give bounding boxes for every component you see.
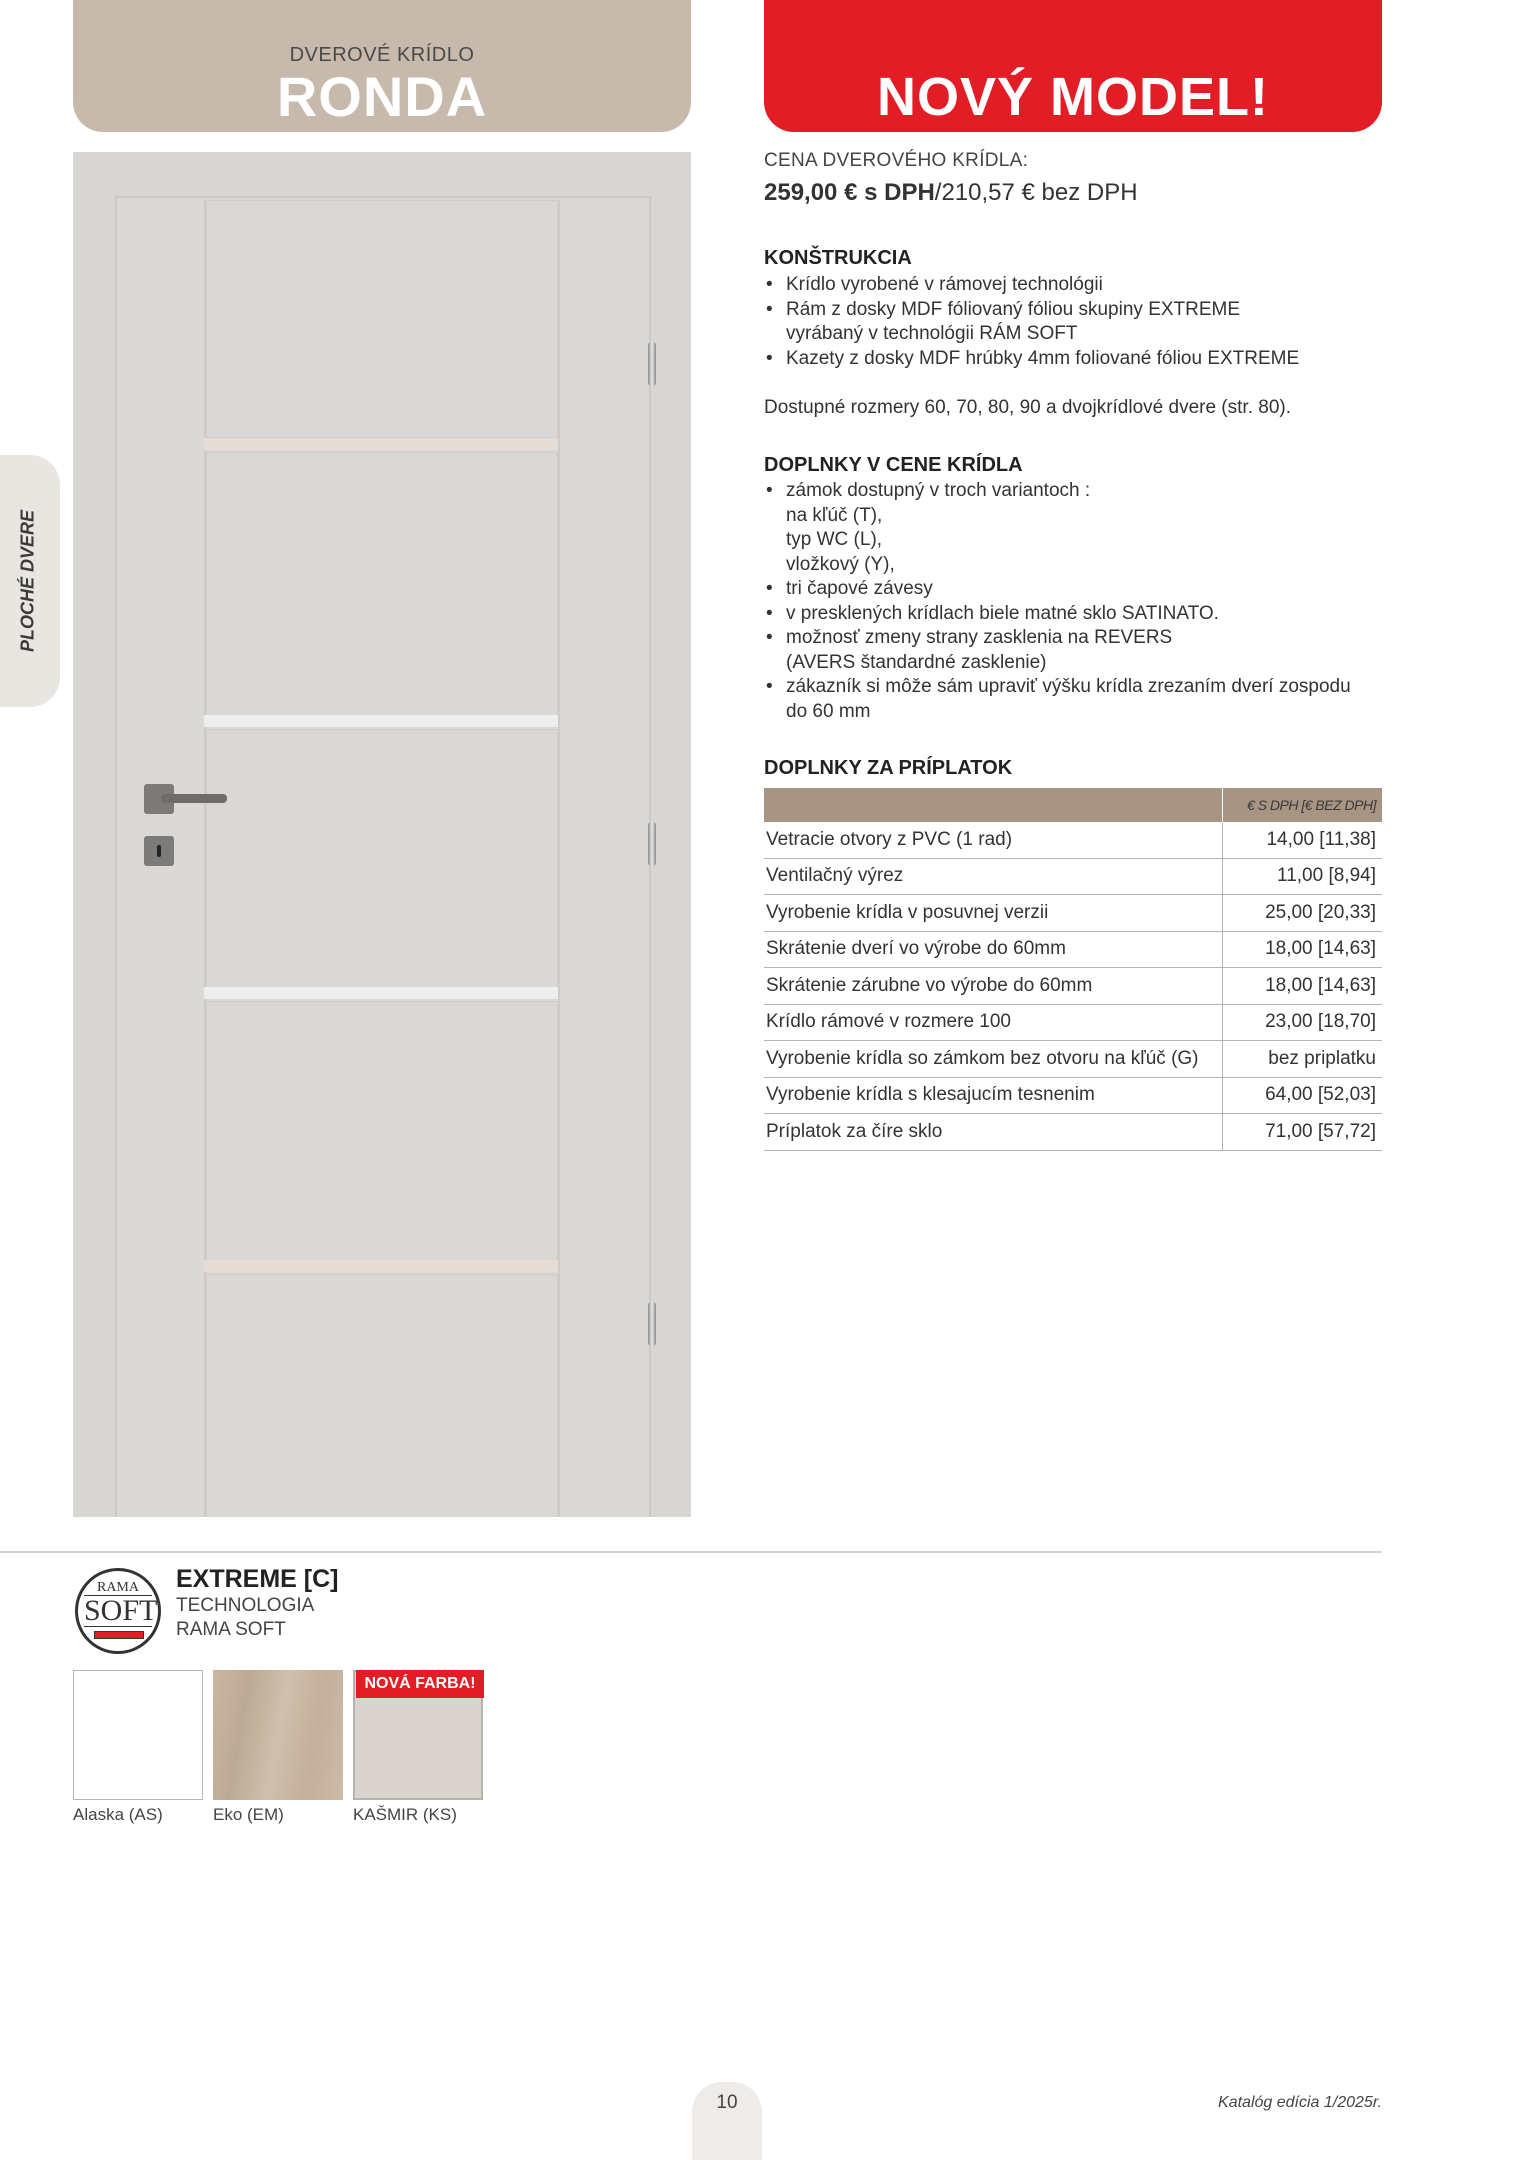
color-swatch-alaska[interactable]	[73, 1670, 203, 1800]
included-hinges: • tri čapové závesy	[764, 577, 1404, 602]
door-stripe-4	[204, 1260, 558, 1272]
door-groove-right	[558, 200, 560, 1517]
finish-sub-line-1: TECHNOLOGIA	[176, 1595, 315, 1616]
price-value	[764, 179, 1138, 207]
extra-name: Príplatok za číre sklo	[764, 1114, 1223, 1151]
color-label-alaska: Alaska (AS)	[73, 1805, 163, 1824]
model-title-tab	[73, 0, 691, 132]
door-stripe-3	[204, 987, 558, 999]
section-divider	[0, 1551, 1382, 1553]
construction-heading: KONŠTRUKCIA	[764, 247, 912, 269]
extra-name: Skrátenie dverí vo výrobe do 60mm	[764, 931, 1223, 968]
table-row	[764, 1077, 1382, 1114]
model-title: RONDA	[276, 65, 488, 128]
lock-variant-wc: typ WC (L),	[786, 529, 883, 550]
new-model-banner	[764, 0, 1382, 132]
extra-name: Vyrobenie krídla s klesajucím tesnenim	[764, 1077, 1223, 1114]
extra-name: Vyrobenie krídla so zámkom bez otvoru na kľúč (G)	[764, 1041, 1223, 1078]
new-model-text: NOVÝ MODEL!	[876, 67, 1269, 127]
door-panel-5	[206, 1274, 558, 1517]
logo-text-top: RAMA	[96, 1580, 139, 1595]
logo-text-main: SOFT	[84, 1594, 158, 1627]
section-side-tab	[0, 455, 60, 707]
page-number-tab	[692, 2082, 762, 2160]
section-side-label: PLOCHÉ DVERE	[17, 509, 38, 653]
model-subtitle: DVEROVÉ KRÍDLO	[289, 44, 475, 66]
construction-item-2: • Rám z dosky MDF fóliovaný fóliou skupiny EXTREME	[764, 298, 1382, 323]
door-panel-3	[206, 729, 558, 989]
table-row	[764, 895, 1382, 932]
lock-variant-cylinder: vložkový (Y),	[786, 553, 895, 575]
extra-price: 25,00 [20,33]	[1223, 895, 1383, 932]
table-row	[764, 1004, 1382, 1041]
extras-header-blank	[764, 788, 1223, 822]
extra-price: 18,00 [14,63]	[1223, 968, 1383, 1005]
price-with-vat: 259,00 € s DPH	[764, 179, 935, 206]
construction-item-1: • Krídlo vyrobené v rámovej technológii	[764, 273, 1382, 298]
extra-name: Vetracie otvory z PVC (1 rad)	[764, 822, 1223, 858]
table-row	[764, 858, 1382, 895]
door-hinge-bottom	[648, 1302, 656, 1346]
extra-price: bez priplatku	[1223, 1041, 1383, 1078]
extra-name: Ventilačný výrez	[764, 858, 1223, 895]
finish-sub-line-2: RAMA SOFT	[176, 1619, 286, 1640]
rama-soft-logo	[75, 1568, 161, 1654]
finish-subtitle	[176, 1594, 314, 1642]
extra-name: Vyrobenie krídla v posuvnej verzii	[764, 895, 1223, 932]
included-heading: DOPLNKY V CENE KRÍDLA	[764, 454, 1023, 476]
extra-name: Skrátenie zárubne vo výrobe do 60mm	[764, 968, 1223, 1005]
page-number: 10	[716, 2092, 738, 2113]
construction-item-2-cont: vyrábaný v technológii RÁM SOFT	[786, 323, 1078, 344]
included-height: • zákazník si môže sám upraviť výšku krídla zrezaním dverí zospodu	[764, 675, 1404, 700]
table-row	[764, 1041, 1382, 1078]
extra-price: 14,00 [11,38]	[1223, 822, 1383, 858]
extra-price: 71,00 [57,72]	[1223, 1114, 1383, 1151]
catalog-edition: Katalóg edícia 1/2025r.	[1218, 2094, 1382, 2111]
table-row	[764, 1114, 1382, 1151]
extras-price-header: € S DPH [€ BEZ DPH]	[1223, 788, 1383, 822]
door-panel-4	[206, 1001, 558, 1261]
included-lock: • zámok dostupný v troch variantoch :	[764, 479, 1404, 504]
extra-price: 64,00 [52,03]	[1223, 1077, 1383, 1114]
included-list	[764, 479, 1404, 724]
included-revers: • možnosť zmeny strany zasklenia na REVERS	[764, 626, 1404, 651]
door-hinge-top	[648, 342, 656, 386]
door-stripe-2	[204, 715, 558, 727]
price-without-vat: /210,57 € bez DPH	[934, 179, 1138, 206]
included-height-cont: do 60 mm	[786, 700, 871, 722]
color-label-kasmir: KAŠMIR (KS)	[353, 1805, 457, 1824]
door-handle	[161, 794, 227, 803]
extra-name: Krídlo rámové v rozmere 100	[764, 1004, 1223, 1041]
sizes-note: Dostupné rozmery 60, 70, 80, 90 a dvojkrídlové dvere (str. 80).	[764, 397, 1291, 418]
price-label: CENA DVEROVÉHO KRÍDLA:	[764, 150, 1029, 171]
table-row	[764, 931, 1382, 968]
table-row	[764, 968, 1382, 1005]
construction-item-3: • Kazety z dosky MDF hrúbky 4mm foliované fóliou EXTREME	[764, 347, 1382, 372]
included-revers-cont: (AVERS štandardné zasklenie)	[786, 651, 1047, 673]
keyhole	[157, 845, 161, 857]
new-color-badge: NOVÁ FARBA!	[356, 1670, 484, 1698]
extra-price: 18,00 [14,63]	[1223, 931, 1383, 968]
included-glass: • v presklených krídlach biele matné sklo SATINATO.	[764, 602, 1404, 627]
extras-table-header	[764, 788, 1382, 822]
extras-heading: DOPLNKY ZA PRÍPLATOK	[764, 757, 1013, 779]
extra-price: 11,00 [8,94]	[1223, 858, 1383, 895]
construction-list	[764, 273, 1382, 371]
table-row	[764, 822, 1382, 858]
lock-variant-key: na kľúč (T),	[786, 504, 883, 526]
door-hinge-middle	[648, 822, 656, 866]
color-swatch-eko[interactable]	[213, 1670, 343, 1800]
extra-price: 23,00 [18,70]	[1223, 1004, 1383, 1041]
door-panel-2	[206, 452, 558, 716]
logo-frame-icon	[94, 1631, 144, 1639]
door-panel-1	[206, 200, 558, 438]
door-image	[73, 152, 691, 1517]
color-label-eko: Eko (EM)	[213, 1805, 284, 1824]
extras-table	[764, 788, 1382, 1151]
finish-title: EXTREME [C]	[176, 1565, 339, 1593]
door-stripe-1	[204, 438, 558, 450]
